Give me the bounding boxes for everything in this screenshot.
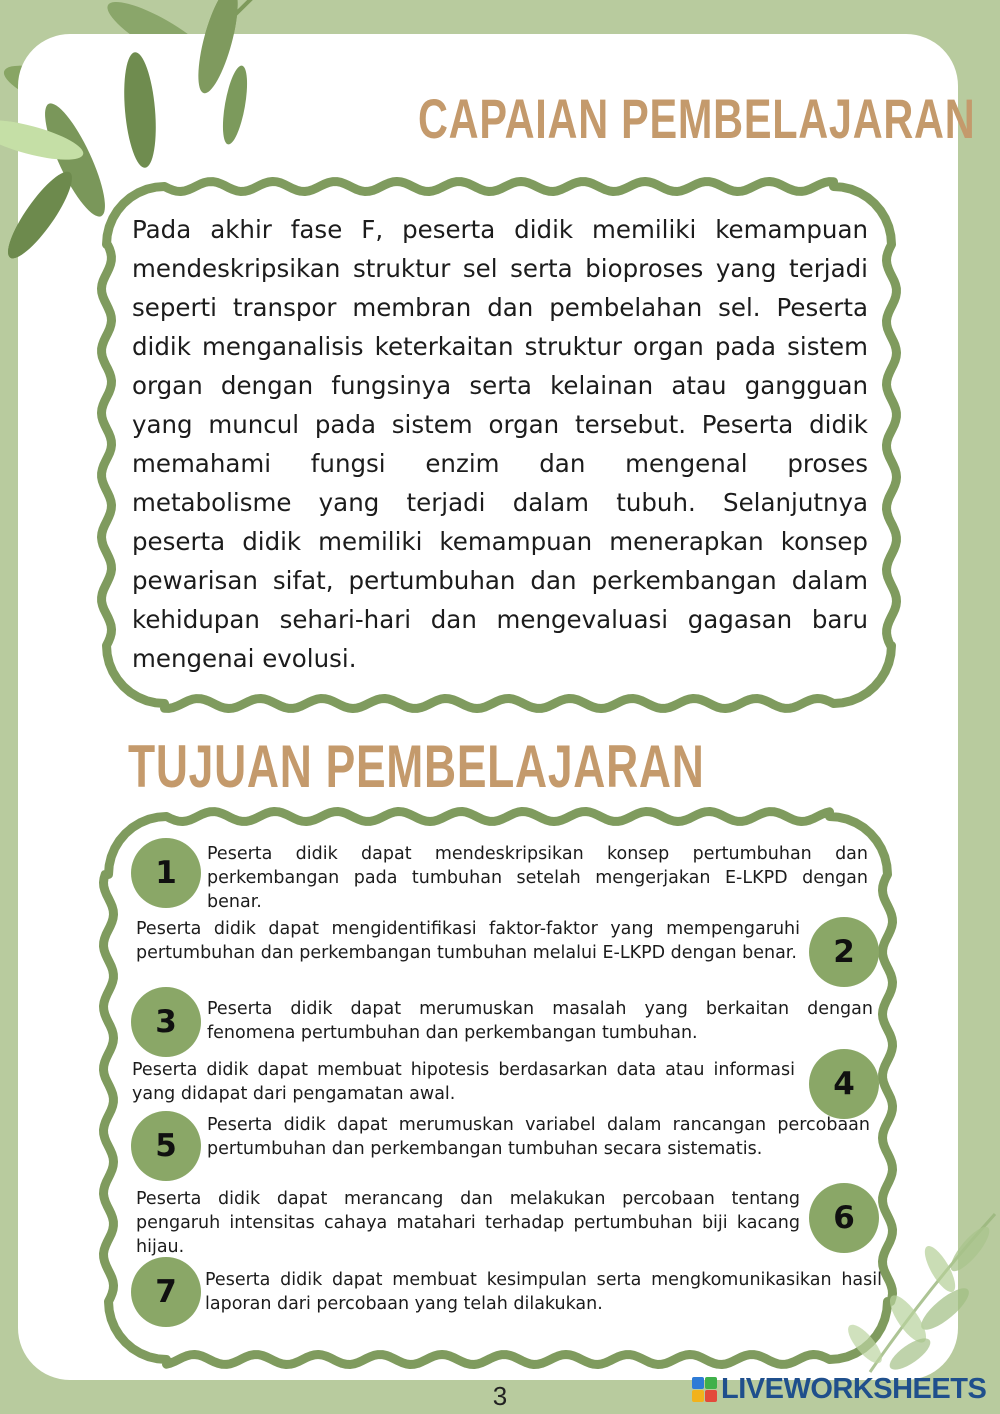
liveworksheets-logo[interactable] [692,1373,986,1406]
number-circle: 6 [809,1183,879,1253]
page-number: 3 [492,1381,508,1411]
capaian-body-text: Pada akhir fase F, peserta didik memiliki kemampuan mendeskripsikan struktur sel serta bioproses yang terjadi seperti transpor membran dan pembelahan sel. Peserta didik menganalisis keterkaitan struktur organ pada sistem organ dengan fungsinya serta kelainan atau gangguan yang muncul pada sistem organ tersebut. Peserta didik memahami fungsi enzim dan mengenal proses metabolisme yang terjadi dalam tubuh. Selanjutnya peserta didik memiliki kemampuan menerapkan konsep pewarisan sifat, pertumbuhan dan perkembangan dalam kehidupan sehari-hari dan mengevaluasi gagasan baru mengenai evolusi. [132,215,868,673]
tujuan-item-text: Peserta didik dapat merumuskan variabel dalam rancangan percobaan pertumbuhan dan perkembangan tumbuhan secara sistematis. [207,1115,870,1159]
capaian-heading: CAPAIAN PEMBELAJARAN [418,87,976,150]
liveworksheets-brand-text: LIVEWORKSHEETS [721,1373,987,1405]
number-circle: 1 [131,838,201,908]
tujuan-item-text: Peserta didik dapat membuat kesimpulan serta mengkomunikasikan hasil laporan dari percobaan yang telah dilakukan. [205,1270,882,1314]
number-circle: 4 [809,1049,879,1119]
tujuan-item-text: Peserta didik dapat merancang dan melakukan percobaan tentang pengaruh intensitas cahaya matahari terhadap pertumbuhan biji kacang hijau. [136,1189,800,1257]
number-circle: 5 [131,1111,201,1181]
number-circle: 2 [809,917,879,987]
leaf-sprig-icon [830,1194,1000,1374]
number-circle: 3 [131,987,201,1057]
tujuan-item-text: Peserta didik dapat mengidentifikasi faktor-faktor yang mempengaruhi pertumbuhan dan perkembangan tumbuhan melalui E-LKPD dengan benar. [136,919,800,963]
tujuan-item-text: Peserta didik dapat membuat hipotesis berdasarkan data atau informasi yang didapat dari pengamatan awal. [132,1060,795,1104]
tujuan-item-text: Peserta didik dapat merumuskan masalah yang berkaitan dengan fenomena pertumbuhan dan perkembangan tumbuhan. [207,999,873,1043]
tujuan-item-text: Peserta didik dapat mendeskripsikan konsep pertumbuhan dan perkembangan pada tumbuhan setelah mengerjakan E-LKPD dengan benar. [207,844,868,912]
number-circle: 7 [131,1257,201,1327]
liveworksheets-logo-icon [692,1377,717,1402]
tujuan-heading: TUJUAN PEMBELAJARAN [128,733,705,800]
